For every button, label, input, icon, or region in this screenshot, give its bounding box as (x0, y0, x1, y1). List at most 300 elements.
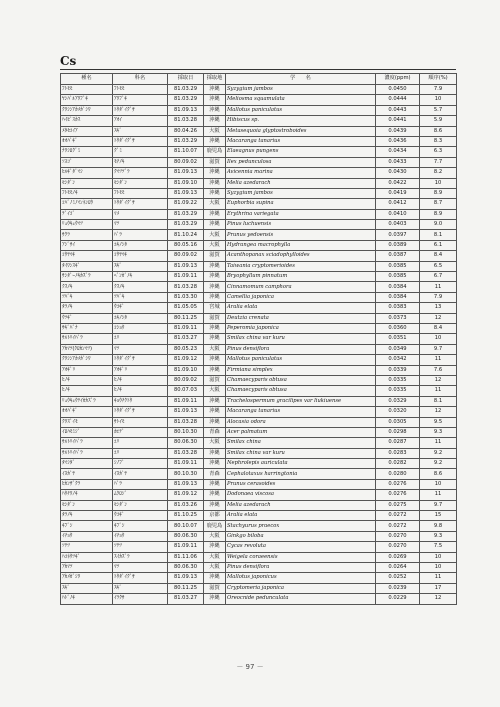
ratio-value: 9.2 (420, 459, 457, 469)
collection-date: 81.09.11 (168, 272, 204, 282)
page-number: － 97 － (236, 663, 264, 671)
scientific-name: Macaranga tanarius (226, 407, 376, 417)
ratio-value: 6.3 (420, 147, 457, 157)
concentration-value: 0.0283 (376, 448, 420, 458)
family-name: ｽｲｶｽﾞﾗ (113, 552, 168, 562)
family-name: ｿﾃﾂ (113, 542, 168, 552)
collection-date: 81.03.28 (168, 417, 204, 427)
header-location: 採取地 (204, 74, 226, 85)
collection-place: 滋賀 (204, 375, 226, 385)
concentration-value: 0.0264 (376, 562, 420, 572)
collection-date: 80.10.07 (168, 521, 204, 531)
ratio-value: 17 (420, 583, 457, 593)
concentration-value: 0.0335 (376, 386, 420, 396)
concentration-value: 0.0383 (376, 303, 420, 313)
concentration-value: 0.0385 (376, 261, 420, 271)
table-header-row (61, 74, 457, 85)
concentration-value: 0.0397 (376, 230, 420, 240)
collection-date: 81.03.30 (168, 292, 204, 302)
species-name: ﾒﾀｾｺｲｱ (61, 126, 113, 136)
concentration-value: 0.0434 (376, 147, 420, 157)
ratio-value: 10 (420, 562, 457, 572)
family-name: ｱｵｷﾞﾘ (113, 365, 168, 375)
ratio-value: 6.7 (420, 272, 457, 282)
collection-date: 81.11.06 (168, 552, 204, 562)
scientific-name: Prunus cerasoides (226, 479, 376, 489)
species-name: ｸﾜｼﾝｱｶﾒｶﾞｼﾜ (61, 105, 113, 115)
scientific-name: Acanthopanax sciadophylloides (226, 251, 376, 261)
collection-place: 沖縄 (204, 479, 226, 489)
ratio-value: 11 (420, 386, 457, 396)
concentration-value: 0.0287 (376, 438, 420, 448)
scientific-name: Hydrangea macrophylla (226, 240, 376, 250)
scientific-name: Alocasia odora (226, 417, 376, 427)
collection-date: 81.03.29 (168, 95, 204, 105)
concentration-value: 0.0389 (376, 240, 420, 250)
table-row (61, 459, 457, 469)
scientific-name: Trachelospermum gracilipes var liukiuense (226, 396, 376, 406)
collection-date: 81.03.29 (168, 136, 204, 146)
scientific-name: Bryophyllum pinnatum (226, 272, 376, 282)
scientific-name: Pinus densiflora (226, 562, 376, 572)
scientific-name: Mallotus paniculatus (226, 355, 376, 365)
family-name: ｷｮｳﾁｸﾄｳ (113, 396, 168, 406)
ratio-value: 8.3 (420, 136, 457, 146)
collection-date: 81.09.11 (168, 542, 204, 552)
family-name: ﾏﾂ (113, 344, 168, 354)
collection-date: 80.11.25 (168, 583, 204, 593)
species-name: ｻﾙﾄﾘｲﾊﾞﾗ (61, 438, 113, 448)
scientific-name: Syzygium jambos (226, 85, 376, 95)
collection-place: 沖縄 (204, 116, 226, 126)
concentration-value: 0.0282 (376, 459, 420, 469)
concentration-value: 0.0349 (376, 344, 420, 354)
concentration-value: 0.0276 (376, 479, 420, 489)
collection-place: 沖縄 (204, 417, 226, 427)
collection-place: 沖縄 (204, 448, 226, 458)
family-name: ﾓﾁﾉｷ (113, 157, 168, 167)
collection-date: 80.06.30 (168, 438, 204, 448)
concentration-value: 0.0403 (376, 220, 420, 230)
collection-place: 沖縄 (204, 355, 226, 365)
family-name: ﾄｳﾀﾞｲｸﾞｻ (113, 573, 168, 583)
collection-date: 80.10.30 (168, 469, 204, 479)
scientific-name: Smilax china var kuru (226, 334, 376, 344)
scientific-name: Cycas revoluta (226, 542, 376, 552)
table-row (61, 479, 457, 489)
species-name: ﾃﾞｲｺﾞ (61, 209, 113, 219)
species-name: ｿﾖｺﾞ (61, 157, 113, 167)
species-name: ﾘｭｳｷｭｳﾏﾂ (61, 220, 113, 230)
family-name: ｺｼｮｳ (113, 323, 168, 333)
collection-place: 沖縄 (204, 85, 226, 95)
table-row (61, 542, 457, 552)
collection-date: 81.09.13 (168, 573, 204, 583)
family-name: ﾏﾒ (113, 209, 168, 219)
collection-place: 宮城 (204, 303, 226, 313)
family-name: ﾋﾉｷ (113, 375, 168, 385)
collection-place: 大阪 (204, 531, 226, 541)
scientific-name: Avicennia marina (226, 168, 376, 178)
header-date: 採取日 (168, 74, 204, 85)
family-name: ｱﾜﾌﾞｷ (113, 95, 168, 105)
species-name: ﾘｭｳｷｭｳﾃｲｶｶｽﾞﾗ (61, 396, 113, 406)
collection-place: 沖縄 (204, 594, 226, 604)
concentration-value: 0.0272 (376, 521, 420, 531)
ratio-value: 15 (420, 511, 457, 521)
species-name: ｱｶﾏﾂ (61, 562, 113, 572)
concentration-value: 0.0436 (376, 136, 420, 146)
species-name: ﾋﾉｷ (61, 375, 113, 385)
family-name: ﾏﾂ (113, 220, 168, 230)
scientific-name: Pinus densiflora (226, 344, 376, 354)
collection-place: 鹿児島 (204, 521, 226, 531)
collection-date: 81.09.11 (168, 323, 204, 333)
species-name: ｲﾁｮｳ (61, 531, 113, 541)
scientific-name: Melia azedarach (226, 178, 376, 188)
concentration-value: 0.0444 (376, 95, 420, 105)
ratio-value: 8.9 (420, 188, 457, 198)
ratio-value: 8.6 (420, 469, 457, 479)
header-family: 科名 (113, 74, 168, 85)
table-row (61, 292, 457, 302)
species-name: ﾔﾝﾊﾞﾙｱﾜﾌﾞｷ (61, 95, 113, 105)
family-name: ｷﾌﾞｼ (113, 521, 168, 531)
scientific-name: Cryptomeria japonica (226, 583, 376, 593)
species-name: ｽｷﾞ (61, 583, 113, 593)
collection-date: 81.09.13 (168, 105, 204, 115)
family-name: ﾊﾞﾗ (113, 479, 168, 489)
collection-place: 滋賀 (204, 313, 226, 323)
ratio-value: 13 (420, 303, 457, 313)
scientific-name: Smilax china (226, 438, 376, 448)
title-rule (60, 69, 456, 70)
species-name: ｱｶﾏﾂ(ｸﾛｶﾝﾏﾂ) (61, 344, 113, 354)
ratio-value: 8.7 (420, 199, 457, 209)
collection-date: 80.06.30 (168, 562, 204, 572)
family-name: ｱｵｲ (113, 116, 168, 126)
species-name: ｵｵﾊﾞｷﾞ (61, 136, 113, 146)
family-name: ﾕﾘ (113, 438, 168, 448)
table-row (61, 178, 457, 188)
collection-date: 80.05.16 (168, 240, 204, 250)
collection-place: 沖縄 (204, 272, 226, 282)
collection-place: 大阪 (204, 199, 226, 209)
concentration-value: 0.0384 (376, 282, 420, 292)
scientific-name: Chamaecyparis obtusa (226, 375, 376, 385)
table-row (61, 417, 457, 427)
ratio-value: 8.6 (420, 126, 457, 136)
table-row (61, 552, 457, 562)
header-species: 種名 (61, 74, 113, 85)
ratio-value: 8.2 (420, 168, 457, 178)
collection-place: 沖縄 (204, 105, 226, 115)
species-name: ﾊﾄﾞﾉｷ (61, 594, 113, 604)
concentration-value: 0.0272 (376, 511, 420, 521)
collection-place: 京都 (204, 511, 226, 521)
family-name: ﾕｷﾉｼﾀ (113, 313, 168, 323)
table-row (61, 407, 457, 417)
ratio-value: 12 (420, 407, 457, 417)
collection-place: 沖縄 (204, 168, 226, 178)
collection-place: 沖縄 (204, 459, 226, 469)
table-row (61, 126, 457, 136)
concentration-value: 0.0342 (376, 355, 420, 365)
scientific-name: Metasequoia glyptostroboides (226, 126, 376, 136)
scientific-name: Oreocnide pedunculata (226, 594, 376, 604)
ratio-value: 9.3 (420, 427, 457, 437)
family-name: ｼﾉﾌﾞ (113, 459, 168, 469)
table-row (61, 594, 457, 604)
concentration-table (60, 73, 457, 605)
species-name: ｻｷﾞﾊﾞﾅ (61, 323, 113, 333)
family-name: ｽｷﾞ (113, 583, 168, 593)
species-name: ﾌﾄﾓﾓ (61, 85, 113, 95)
family-name: ﾂﾊﾞｷ (113, 292, 168, 302)
species-name: ｸｽﾉｷ (61, 282, 113, 292)
species-name: ｻﾙﾄﾘｲﾊﾞﾗ (61, 448, 113, 458)
concentration-value: 0.0412 (376, 199, 420, 209)
family-name: ｻﾄｲﾓ (113, 417, 168, 427)
collection-place: 沖縄 (204, 490, 226, 500)
collection-date: 81.03.28 (168, 282, 204, 292)
table-row (61, 272, 457, 282)
species-name: ｺｳﾔﾏｷ (61, 251, 113, 261)
table-row (61, 521, 457, 531)
family-name: ｸﾏﾂﾂﾞﾗ (113, 168, 168, 178)
collection-place: 大阪 (204, 562, 226, 572)
concentration-value: 0.0280 (376, 469, 420, 479)
table-row (61, 313, 457, 323)
concentration-value: 0.0450 (376, 85, 420, 95)
collection-place: 沖縄 (204, 261, 226, 271)
family-name: ｺｳﾔﾏｷ (113, 251, 168, 261)
scientific-name: Ginkgo biloba (226, 531, 376, 541)
collection-place: 沖縄 (204, 209, 226, 219)
ratio-value: 11 (420, 573, 457, 583)
concentration-value: 0.0439 (376, 126, 420, 136)
scientific-name: Stachyurus praecox (226, 521, 376, 531)
family-name: ﾕﾘ (113, 334, 168, 344)
collection-date: 81.09.11 (168, 459, 204, 469)
table-row (61, 188, 457, 198)
table-row (61, 334, 457, 344)
species-name: ｾﾝﾀﾞﾝ (61, 500, 113, 510)
concentration-value: 0.0339 (376, 365, 420, 375)
table-row (61, 261, 457, 271)
collection-place: 沖縄 (204, 334, 226, 344)
collection-date: 81.09.12 (168, 355, 204, 365)
scientific-name: Elaeagnus pungens (226, 147, 376, 157)
concentration-value: 0.0276 (376, 490, 420, 500)
scientific-name: Prunus yedoensis (226, 230, 376, 240)
collection-place: 沖縄 (204, 136, 226, 146)
family-name: ﾄｳﾀﾞｲｸﾞｻ (113, 355, 168, 365)
scientific-name: Smilax china var kuru (226, 448, 376, 458)
scientific-name: Erythrina variegata (226, 209, 376, 219)
table-row (61, 375, 457, 385)
ratio-value: 5.9 (420, 116, 457, 126)
scientific-name: Peperomia japonica (226, 323, 376, 333)
family-name: ﾄｳﾀﾞｲｸﾞｻ (113, 199, 168, 209)
table-row (61, 282, 457, 292)
ratio-value: 6.5 (420, 261, 457, 271)
ratio-value: 5.7 (420, 105, 457, 115)
collection-place: 滋賀 (204, 251, 226, 261)
table-row (61, 573, 457, 583)
scientific-name: Acer palmatum (226, 427, 376, 437)
table-row (61, 344, 457, 354)
species-name: ｻｸﾗ (61, 230, 113, 240)
collection-date: 80.04.26 (168, 126, 204, 136)
collection-date: 81.09.13 (168, 479, 204, 489)
concentration-value: 0.0270 (376, 542, 420, 552)
ratio-value: 6.1 (420, 240, 457, 250)
table-row (61, 323, 457, 333)
ratio-value: 7.7 (420, 157, 457, 167)
scientific-name: Chamaecyparis obtusa (226, 386, 376, 396)
concentration-value: 0.0422 (376, 178, 420, 188)
concentration-value: 0.0320 (376, 407, 420, 417)
concentration-value: 0.0252 (376, 573, 420, 583)
scientific-name: Weigela coraeensis (226, 552, 376, 562)
species-name: ｳﾂｷﾞ (61, 313, 113, 323)
family-name: ｲﾗｸｻ (113, 594, 168, 604)
concentration-value: 0.0305 (376, 417, 420, 427)
ratio-value: 12 (420, 313, 457, 323)
collection-date: 81.10.24 (168, 230, 204, 240)
collection-date: 81.05.05 (168, 303, 204, 313)
table-row (61, 469, 457, 479)
species-name: ｱｵｷﾞﾘ (61, 365, 113, 375)
collection-date: 81.10.07 (168, 147, 204, 157)
collection-date: 80.09.02 (168, 251, 204, 261)
concentration-value: 0.0430 (376, 168, 420, 178)
scientific-name: Taiwania cryptomerioides (226, 261, 376, 271)
species-name: ﾊｺﾈｳﾂｷﾞ (61, 552, 113, 562)
collection-place: 沖縄 (204, 407, 226, 417)
family-name: ｶｴﾃﾞ (113, 427, 168, 437)
family-name: ﾏﾂ (113, 562, 168, 572)
scientific-name: Cephalotaxus harringtonia (226, 469, 376, 479)
ratio-value: 8.4 (420, 251, 457, 261)
species-name: ｲﾇｶﾞﾔ (61, 469, 113, 479)
table-row (61, 95, 457, 105)
species-name: ｻﾙﾄﾘｲﾊﾞﾗ (61, 334, 113, 344)
collection-place: 沖縄 (204, 573, 226, 583)
scientific-name: Deutzia crenata (226, 313, 376, 323)
collection-date: 80.09.02 (168, 157, 204, 167)
table-row (61, 448, 457, 458)
collection-date: 81.03.27 (168, 594, 204, 604)
species-name: ｵｵﾊﾞｷﾞ (61, 407, 113, 417)
ratio-value: 9.5 (420, 417, 457, 427)
collection-date: 81.10.25 (168, 511, 204, 521)
collection-date: 81.09.10 (168, 178, 204, 188)
scientific-name: Mallotus paniculatus (226, 105, 376, 115)
species-name: ｿﾃﾂ (61, 542, 113, 552)
scientific-name: Camellia japonica (226, 292, 376, 302)
scientific-name: Nephrolepis auriculata (226, 459, 376, 469)
collection-place: 大阪 (204, 552, 226, 562)
header-scientific-name: 学 名 (226, 74, 376, 85)
species-name: ﾀｲﾜﾝｽｷﾞ (61, 261, 113, 271)
scientific-name: Meliosma squamulata (226, 95, 376, 105)
concentration-value: 0.0373 (376, 313, 420, 323)
family-name: ｳｺｷﾞ (113, 303, 168, 313)
species-name: ｺﾊﾞﾉﾐﾉﾏﾝﾈﾝﾛｳ (61, 199, 113, 209)
species-name: ﾀﾗﾉｷ (61, 511, 113, 521)
species-name: ｱｶﾒｶﾞｼﾜ (61, 573, 113, 583)
collection-place: 沖縄 (204, 542, 226, 552)
collection-place: 大阪 (204, 386, 226, 396)
family-name: ｲﾇｶﾞﾔ (113, 469, 168, 479)
species-name: ﾅﾜｼﾛｸﾞﾐ (61, 147, 113, 157)
scientific-name: Ilex pedunculosa (226, 157, 376, 167)
ratio-value: 7.9 (420, 292, 457, 302)
family-name: ｲﾁｮｳ (113, 531, 168, 541)
concentration-value: 0.0229 (376, 594, 420, 604)
table-row (61, 240, 457, 250)
scientific-name: Aralia elata (226, 303, 376, 313)
ratio-value: 11 (420, 282, 457, 292)
species-name: ｻﾝﾀﾞｰﾉｷｶｽﾞﾗ (61, 272, 113, 282)
ratio-value: 10 (420, 178, 457, 188)
table-row (61, 105, 457, 115)
ratio-value: 9.8 (420, 521, 457, 531)
table-row (61, 199, 457, 209)
table-row (61, 85, 457, 95)
scientific-name: Syzygium jambos (226, 188, 376, 198)
table-row (61, 490, 457, 500)
collection-date: 80.09.02 (168, 375, 204, 385)
ratio-value: 10 (420, 479, 457, 489)
concentration-value: 0.0239 (376, 583, 420, 593)
species-name: ﾋﾙｷﾞﾀﾞﾏｼ (61, 168, 113, 178)
collection-place: 沖縄 (204, 220, 226, 230)
collection-place: 沖縄 (204, 178, 226, 188)
species-name: ｲﾛﾊﾓﾐｼﾞ (61, 427, 113, 437)
collection-place: 大阪 (204, 438, 226, 448)
collection-place: 沖縄 (204, 365, 226, 375)
collection-date: 81.03.28 (168, 448, 204, 458)
concentration-value: 0.0385 (376, 272, 420, 282)
table-row (61, 136, 457, 146)
ratio-value: 11 (420, 355, 457, 365)
collection-date: 81.09.10 (168, 365, 204, 375)
ratio-value: 8.4 (420, 323, 457, 333)
table-row (61, 562, 457, 572)
concentration-value: 0.0335 (376, 375, 420, 385)
family-name: ﾄｳﾀﾞｲｸﾞｻ (113, 407, 168, 417)
table-row (61, 251, 457, 261)
concentration-value: 0.0298 (376, 427, 420, 437)
collection-date: 80.06.30 (168, 531, 204, 541)
collection-place: 大阪 (204, 240, 226, 250)
family-name: ﾋﾉｷ (113, 386, 168, 396)
family-name: ﾍﾟﾝｶﾞﾉｷ (113, 272, 168, 282)
ratio-value: 11 (420, 438, 457, 448)
concentration-value: 0.0360 (376, 323, 420, 333)
concentration-value: 0.0443 (376, 105, 420, 115)
family-name: ﾌﾄﾓﾓ (113, 85, 168, 95)
collection-place: 沖縄 (204, 292, 226, 302)
ratio-value: 9.2 (420, 448, 457, 458)
section-title: Cs (60, 54, 77, 68)
table-row (61, 116, 457, 126)
ratio-value: 9.3 (420, 531, 457, 541)
family-name: ﾄｳﾀﾞｲｸﾞｻ (113, 105, 168, 115)
